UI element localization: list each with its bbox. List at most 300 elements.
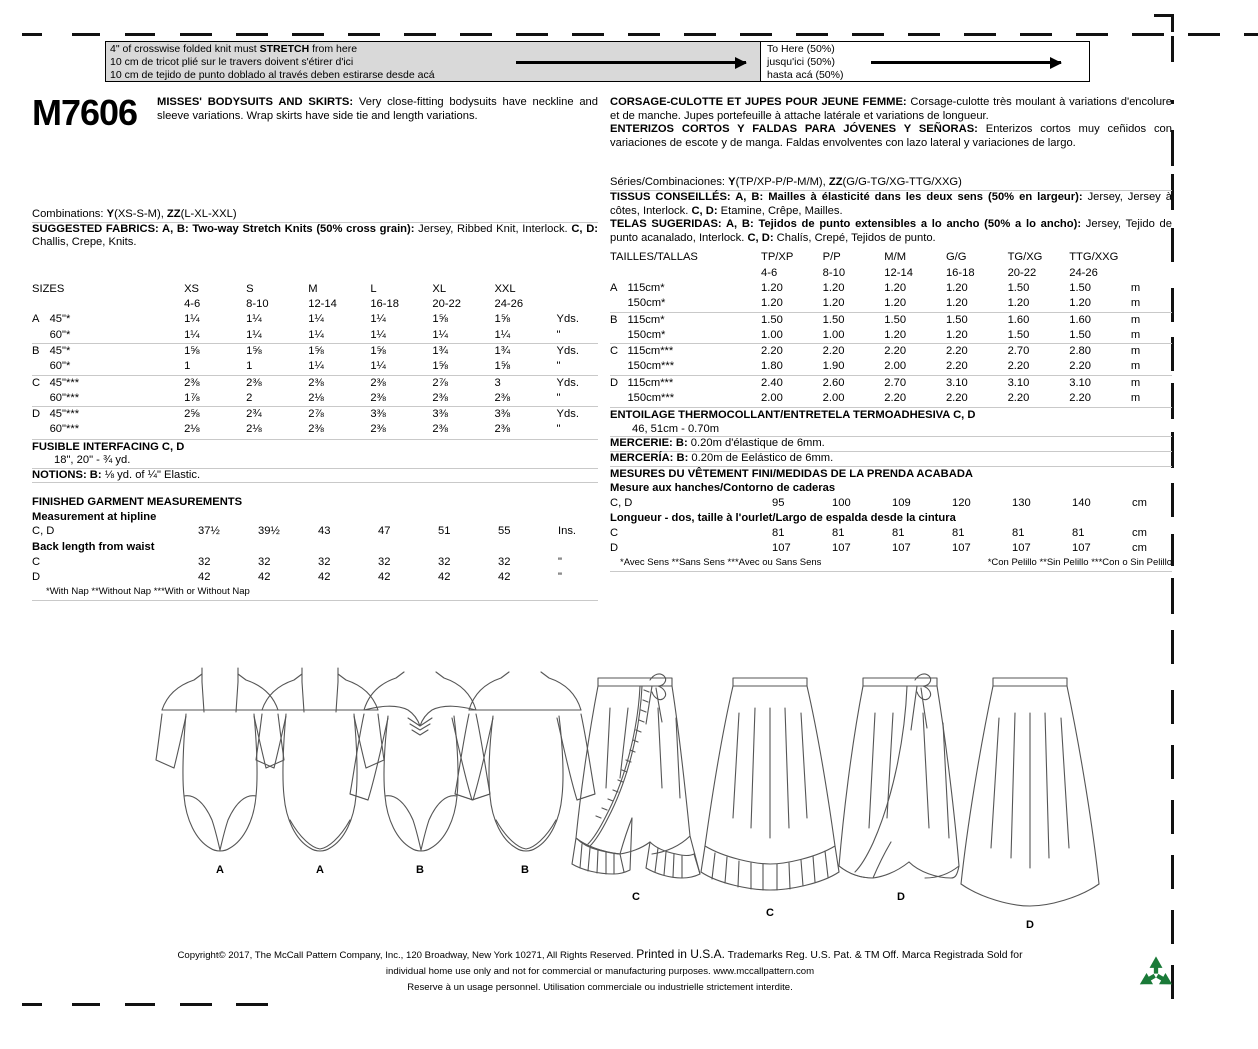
yardage-unit: m [1131, 375, 1172, 391]
yardage-cell: 1.20 [1069, 297, 1091, 310]
yardage-cell: 1.20 [945, 328, 968, 341]
yardage-cell: 2.20 [823, 344, 885, 360]
figure-bodysuit-a-back [256, 668, 384, 876]
yardage-cell: 1¼ [246, 313, 262, 326]
table-row [610, 391, 1172, 406]
yardage-cell: 3 [494, 375, 556, 391]
copyright-text: Copyright© 2017, The McCall Pattern Company, Inc., 120 Broadway, New York 10271, All Rights Reserved. [177, 950, 637, 961]
fabric-width: 150cm*** [627, 360, 675, 373]
nap-footnote-es: *Con Pelillo **Sin Pelillo ***Con o Sin Pelillo [987, 556, 1172, 568]
telas-cd-label: C, D: [747, 231, 774, 244]
metric-finished-cell: 81 [772, 527, 785, 540]
fabric-width: 45"* [49, 313, 71, 326]
nap-footnote-en: *With Nap **Without Nap ***With or Without Nap [46, 585, 250, 597]
view-code [32, 391, 50, 407]
yardage-cell: 1¼ [184, 313, 200, 326]
yardage-cell: 2.20 [1007, 360, 1030, 373]
trademark-text: Trademarks Reg. U.S. Pat. & TM Off. Marca Registrada Sold for [724, 950, 1023, 961]
metric-finished-label-cd: C, D [610, 496, 633, 509]
metric-size-number: 24-26 [1069, 266, 1098, 279]
series-line [610, 176, 1172, 190]
yardage-unit: Yds. [557, 375, 598, 391]
yardage-cell: 2.20 [1069, 360, 1091, 373]
yardage-cell: 1⅝ [184, 343, 246, 359]
figure-label: B [416, 864, 424, 876]
mercerie-label: MERCERIE: B: [610, 437, 688, 450]
metric-finished-cell: 140 [1072, 496, 1091, 509]
finished-cell: 42 [498, 571, 511, 584]
yardage-cell: 2⅜ [494, 391, 511, 404]
yardage-cell: 2.00 [884, 360, 907, 373]
yardage-cell: 2.20 [945, 360, 968, 373]
combination-zz: ZZ [166, 208, 181, 220]
tissus-conseilles [610, 191, 1172, 218]
table-row [32, 328, 598, 344]
metric-finished-label-d: D [610, 542, 619, 555]
metric-size-header-m: M/M [884, 251, 907, 264]
yardage-cell: 3.10 [1008, 375, 1070, 391]
nap-footnote-metric [610, 557, 1172, 569]
yardage-cell: 2.20 [945, 392, 968, 405]
yardage-cell: 2.80 [1069, 344, 1131, 360]
fabric-width: 115cm* [627, 281, 665, 294]
gauge-to-line3: hasta acá (50%) [767, 68, 844, 81]
yardage-cell: 2.00 [761, 392, 783, 405]
size-header-s: S [246, 282, 254, 295]
footer-line-2: individual home use only and not for commercial or manufacturing purposes. www.mccallpattern.com [385, 966, 815, 977]
notions-line [32, 469, 598, 483]
fabric-width: 115cm*** [627, 375, 761, 391]
yardage-cell: 2⅜ [308, 375, 370, 391]
yardage-unit: " [556, 328, 561, 341]
yardage-cell: 1¼ [308, 360, 324, 373]
yardage-cell: 1.50 [1007, 281, 1030, 294]
finished-sub-backlength-row [32, 540, 598, 555]
yardage-cell: 1.60 [1008, 312, 1070, 328]
nap-footnote-fr: *Avec Sens **Sans Sens ***Avec ou Sans Sens [620, 556, 822, 568]
table-row [32, 422, 598, 437]
finished-cell: 32 [498, 556, 511, 569]
telas-sugeridas [610, 218, 1172, 245]
yardage-unit: m [1130, 328, 1141, 341]
metric-finished-cell: 81 [952, 527, 965, 540]
stretch-gauge [105, 41, 1090, 82]
footer-line-3: Reserve à un usage personnel. Utilisation commerciale ou industrielle strictement interdite. [407, 982, 793, 993]
yardage-cell: 1¼ [308, 328, 324, 341]
table-row [610, 296, 1172, 312]
yardage-cell: 1¾ [494, 343, 556, 359]
yardage-cell: 1.60 [1069, 312, 1131, 328]
series-zz: ZZ [828, 176, 843, 189]
recycle-icon [1133, 952, 1179, 1003]
gauge-line1-post: from here [309, 43, 358, 55]
finished-unit: " [558, 556, 562, 569]
figure-label: B [521, 864, 529, 876]
size-number-xl: 20-22 [432, 298, 462, 311]
metric-finished-row-c [610, 526, 1172, 541]
figure-label: D [897, 891, 905, 903]
combinations-line [32, 208, 598, 222]
yardage-cell: 2.20 [946, 344, 1008, 360]
yardage-cell: 1.20 [884, 297, 907, 310]
combination-zz-value: (L-XL-XXL) [180, 208, 237, 220]
size-header-l: L [370, 282, 377, 295]
yardage-cell: 1⅝ [308, 343, 370, 359]
finished-measurements-title: FINISHED GARMENT MEASUREMENTS [32, 496, 243, 509]
yardage-cell: 2.00 [822, 392, 845, 405]
metric-size-header-tg: TG/XG [1007, 251, 1043, 264]
mercerie-line [610, 437, 1172, 451]
fabric-width: 60"*** [49, 423, 80, 436]
size-header-xl: XL [432, 282, 447, 295]
metric-finished-unit: cm [1132, 542, 1147, 555]
yardage-cell: 1⅝ [246, 343, 308, 359]
metric-finished-label-c: C [610, 527, 619, 540]
figure-bodysuit-b-front [350, 672, 490, 876]
metric-finished-cell: 107 [892, 542, 911, 555]
metric-size-number: 8-10 [822, 266, 846, 279]
metric-size-header-g: G/G [945, 251, 967, 264]
fabric-width: 115cm* [627, 312, 761, 328]
combinations-label: Combinations: [32, 208, 107, 220]
french-title: CORSAGE-CULOTTE ET JUPES POUR JEUNE FEMME: [610, 96, 907, 108]
finished-row-label-d: D [32, 571, 41, 584]
suggested-fabrics-label: SUGGESTED FABRICS: A, B: Two-way Stretch Knits (50% cross grain): [32, 222, 415, 235]
size-header-m: M [308, 282, 318, 295]
size-number-l: 16-18 [370, 298, 399, 311]
yardage-cell: 3⅜ [494, 407, 556, 423]
yardage-cell: 2⅞ [308, 407, 370, 423]
metric-finished-cell: 107 [772, 542, 791, 555]
yardage-cell: 2 [246, 391, 253, 404]
yardage-cell: 1.50 [823, 312, 885, 328]
view-code [610, 328, 627, 344]
yardage-cell: 2⅜ [308, 423, 324, 436]
yardage-cell: 2⅜ [246, 375, 308, 391]
view-code: C [610, 344, 627, 360]
finished-row-cd [32, 524, 598, 539]
size-number-m: 12-14 [308, 298, 337, 311]
fabric-width: 60"*** [49, 391, 80, 404]
yardage-cell: 1.20 [884, 281, 907, 294]
top-right-corner-mark-v [1171, 14, 1174, 32]
yardage-cell: 2⅜ [370, 375, 432, 391]
telas-body: Jersey, Tejido de punto acanalado, Interlock. [610, 218, 1172, 244]
metric-finished-cell: 107 [1072, 542, 1091, 555]
yardage-cell: 1.20 [822, 281, 845, 294]
yardage-cell: 1.50 [1007, 328, 1030, 341]
yardage-cell: 2⅜ [370, 423, 386, 436]
view-code: D [32, 407, 50, 423]
finished-cell: 42 [198, 571, 211, 584]
yardage-cell: 1¼ [494, 328, 511, 341]
gauge-line2: 10 cm de tricot plié sur le travers doivent s'étirer d'ici [110, 55, 354, 68]
yardage-cell: 2.40 [761, 375, 823, 391]
metric-finished-cell: 100 [832, 496, 851, 509]
yardage-cell: 1¼ [184, 328, 200, 341]
yardage-cell: 1¼ [370, 360, 386, 373]
finished-cell: 32 [378, 556, 391, 569]
merceria-line [610, 452, 1172, 466]
yardage-cell: 1.80 [761, 360, 783, 373]
figure-label: A [216, 864, 224, 876]
yardage-cell: 2.70 [884, 375, 946, 391]
table-row [610, 344, 1172, 360]
notions-label: NOTIONS: B: [32, 468, 102, 481]
yardage-cell: 1⅝ [370, 343, 432, 359]
table-row [610, 375, 1172, 391]
yardage-cell: 1⅝ [432, 313, 448, 326]
yardage-header-row [32, 282, 598, 297]
view-code [610, 296, 627, 312]
yardage-cell: 2.60 [823, 375, 885, 391]
table-row [32, 407, 598, 423]
tailles-label: TAILLES/TALLAS [610, 251, 698, 264]
french-body: Corsage-culotte très moulant à variations d'encolure et de manche. Jupes portefeuille à attache latérale et variations de longueur. [610, 96, 1172, 122]
metric-size-header-ttg: TTG/XXG [1069, 251, 1119, 264]
stretch-arrow-right [871, 61, 1061, 64]
yardage-cell: 2⅜ [184, 375, 246, 391]
figure-label: A [316, 864, 324, 876]
telas-label: TELAS SUGERIDAS: A, B: Tejidos de punto extensibles a lo ancho (50% a lo ancho): [610, 218, 1082, 231]
yardage-cell: 2.20 [884, 344, 946, 360]
yardage-cell: 2⅜ [370, 391, 386, 404]
yardage-unit: m [1131, 312, 1172, 328]
french-spanish-column [610, 96, 1172, 572]
figure-bodysuit-b-back [455, 672, 595, 876]
yardage-cell: 1.00 [761, 328, 783, 341]
yardage-cell: 1.50 [761, 312, 823, 328]
table-row [32, 359, 598, 375]
fabric-width: 150cm* [627, 328, 666, 341]
fabric-width: 150cm*** [627, 392, 675, 405]
printed-in-usa: Printed in U.S.A. [636, 947, 725, 961]
size-number-xxl: 24-26 [494, 298, 524, 311]
series-y: Y [728, 176, 736, 189]
fabric-width: 45"*** [50, 375, 185, 391]
yardage-cell: 3⅜ [432, 407, 494, 423]
yardage-unit: " [556, 423, 561, 436]
finished-cell: 47 [378, 525, 391, 538]
figure-skirt-c-back [701, 678, 839, 919]
mercerie-body: 0.20m d'élastique de 6mm. [687, 437, 825, 450]
series-zz-value: (G/G-TG/XG-TTG/XXG) [842, 176, 962, 189]
figure-skirt-d-front [839, 674, 959, 903]
metric-yardage-table [610, 250, 1172, 406]
suggested-fabrics [32, 223, 598, 250]
figure-label: C [766, 907, 774, 919]
yardage-cell: 1 [184, 360, 191, 373]
yardage-cell: 1.50 [1069, 328, 1091, 341]
fabrics-cd-body: Challis, Crepe, Knits. [32, 236, 137, 249]
view-code: C [32, 375, 50, 391]
metric-finished-unit: cm [1132, 527, 1147, 540]
metric-size-number: 20-22 [1007, 266, 1037, 279]
metric-finished-cell: 81 [832, 527, 845, 540]
metric-finished-cell: 107 [832, 542, 851, 555]
finished-row-c [32, 555, 598, 570]
top-cut-marks [22, 33, 1258, 36]
table-row [32, 343, 598, 359]
metric-size-header-tp: TP/XP [761, 251, 794, 264]
combination-y-value: (XS-S-M), [114, 208, 167, 220]
metric-finished-cell: 81 [892, 527, 905, 540]
gauge-stretch-word: STRETCH [259, 43, 310, 55]
footer-line-1 [0, 946, 1200, 964]
metric-sizenum-row [610, 266, 1172, 281]
finished-cell: 32 [438, 556, 451, 569]
yardage-cell: 2⅞ [432, 375, 494, 391]
metric-sub-longueur-row [610, 511, 1172, 526]
spanish-description [610, 123, 1172, 150]
finished-sub-backlength: Back length from waist [32, 540, 155, 553]
view-code [610, 391, 627, 406]
view-code [32, 359, 50, 375]
yardage-cell: 1¾ [432, 343, 494, 359]
size-number-xs: 4-6 [184, 298, 201, 311]
yardage-cell: 1.50 [946, 312, 1008, 328]
yardage-cell: 1.20 [945, 281, 968, 294]
metric-finished-cell: 81 [1072, 527, 1085, 540]
finished-cell: 55 [498, 525, 511, 538]
stretch-gauge-to [761, 42, 1089, 81]
metric-finished-cell: 95 [772, 496, 785, 509]
yardage-cell: 1.20 [761, 281, 783, 294]
metric-finished-cell: 107 [1012, 542, 1031, 555]
finished-row-label-c: C [32, 556, 41, 569]
suggested-fabrics-body: Jersey, Ribbed Knit, Interlock. [414, 222, 572, 235]
sizes-label: SIZES [32, 282, 65, 295]
figure-bodysuit-a-front [156, 668, 284, 876]
fusible-interfacing-detail: 18", 20" - ¾ yd. [54, 454, 131, 467]
yardage-cell: 1⅞ [184, 391, 200, 404]
page-title: M7606 [32, 92, 138, 133]
metric-finished-cell: 130 [1012, 496, 1031, 509]
yardage-cell: 1.50 [884, 312, 946, 328]
finished-cell: 42 [258, 571, 271, 584]
metric-finished-cell: 107 [952, 542, 971, 555]
yardage-cell: 3⅜ [370, 407, 432, 423]
table-row [32, 391, 598, 407]
spanish-title: ENTERIZOS CORTOS Y FALDAS PARA JÓVENES Y SEÑORAS: [610, 123, 978, 136]
spanish-body: Enterizos cortos muy ceñidos con variaciones de escote y de manga. Faldas envolventes con lazo lateral y variaciones de largo. [610, 123, 1173, 149]
yardage-cell: 1.20 [822, 297, 845, 310]
yardage-cell: 2⅛ [308, 391, 324, 404]
tissus-cd-label: C, D: [691, 204, 718, 217]
yardage-cell: 1.20 [945, 297, 968, 310]
series-label: Séries/Combinaciones: [610, 176, 729, 189]
yardage-cell: 1¼ [370, 328, 386, 341]
view-code: B [32, 343, 50, 359]
garment-illustrations [0, 648, 1200, 931]
metric-finished-row-cd [610, 496, 1172, 511]
view-code: A [610, 281, 618, 294]
english-column [32, 92, 598, 601]
fusible-interfacing-title: FUSIBLE INTERFACING C, D [32, 440, 185, 453]
yardage-sizenum-row [32, 297, 598, 312]
finished-sub-hipline: Measurement at hipline [32, 510, 157, 523]
yardage-cell: 2.70 [1008, 344, 1070, 360]
fabric-width: 45"* [50, 343, 185, 359]
yardage-unit: Yds. [557, 407, 598, 423]
yardage-cell: 2.20 [761, 344, 823, 360]
yardage-unit: m [1130, 281, 1141, 294]
metric-finished-cell: 81 [1012, 527, 1025, 540]
yardage-cell: 2⅜ [432, 391, 448, 404]
yardage-cell: 2⅛ [184, 423, 200, 436]
yardage-cell: 2⅝ [184, 407, 246, 423]
finished-cell: 37½ [198, 525, 220, 538]
yardage-cell: 1 [246, 360, 253, 373]
fabric-width: 45"*** [50, 407, 185, 423]
english-title: MISSES' BODYSUITS AND SKIRTS: [157, 96, 354, 108]
combination-y: Y [106, 208, 115, 220]
finished-cell: 32 [258, 556, 271, 569]
mesures-title: MESURES DU VÊTEMENT FINI/MEDIDAS DE LA PRENDA ACABADA [610, 467, 973, 480]
mesures-sub-hanches: Mesure aux hanches/Contorno de caderas [610, 482, 836, 495]
gauge-line1-pre: 4" of crosswise folded knit must [110, 43, 260, 55]
table-row [32, 312, 598, 327]
yardage-cell: 1¼ [432, 328, 448, 341]
yardage-cell: 1¼ [246, 328, 262, 341]
stretch-gauge-from [106, 42, 761, 81]
yardage-unit: m [1131, 344, 1172, 360]
figure-skirt-d-back [961, 678, 1099, 931]
view-code [32, 422, 50, 437]
view-code [610, 359, 627, 375]
yardage-cell: 1.00 [822, 328, 845, 341]
metric-finished-cell: 109 [892, 496, 911, 509]
metric-size-number: 4-6 [761, 266, 778, 279]
size-header-xs: XS [184, 282, 200, 295]
merceria-label: MERCERÍA: B: [610, 452, 689, 464]
finished-row-label-cd: C, D [32, 525, 55, 538]
tissus-label: TISSUS CONSEILLÉS: A, B: Mailles à élasticité dans les deux sens (50% en largeur): [610, 190, 1083, 203]
english-body: Very close-fitting bodysuits have neckline and sleeve variations. Wrap skirts have side tie and length variations. [157, 96, 598, 122]
yardage-unit: Yds. [556, 313, 579, 326]
entoilage-detail: 46, 51cm - 0.70m [632, 422, 720, 435]
yardage-cell: 2¾ [246, 407, 308, 423]
stretch-arrow-left [516, 61, 746, 64]
yardage-cell: 1¼ [308, 313, 324, 326]
yardage-unit: m [1130, 360, 1141, 373]
tissus-cd-body: Etamine, Crêpe, Mailles. [717, 204, 843, 217]
tissus-body: Jersey, Jersey à côtes, Interlock. [610, 190, 1172, 217]
metric-size-number: 16-18 [945, 266, 975, 279]
finished-cell: 32 [318, 556, 331, 569]
gauge-to-line1: To Here (50%) [767, 43, 835, 55]
finished-cell: 42 [318, 571, 331, 584]
yardage-unit: " [556, 360, 561, 373]
series-y-value: (TP/XP-P/P-M/M), [735, 176, 829, 189]
yardage-cell: 1.20 [884, 328, 907, 341]
yardage-cell: 1⅝ [494, 313, 511, 326]
yardage-table [32, 282, 598, 438]
telas-cd-body: Chalís, Crepé, Tejidos de punto. [773, 231, 936, 244]
table-row [610, 281, 1172, 296]
metric-finished-unit: cm [1132, 496, 1147, 509]
fabric-width: 115cm*** [627, 344, 761, 360]
table-row [610, 359, 1172, 375]
notions-body: ⅛ yd. of ¼" Elastic. [101, 468, 201, 481]
yardage-cell: 2⅛ [246, 423, 262, 436]
yardage-cell: 2.20 [1069, 392, 1091, 405]
yardage-cell: 2⅜ [494, 423, 511, 436]
finished-cell: 32 [198, 556, 211, 569]
metric-size-header-p: P/P [822, 251, 841, 264]
yardage-cell: 2.20 [1007, 392, 1030, 405]
french-description [610, 96, 1172, 123]
